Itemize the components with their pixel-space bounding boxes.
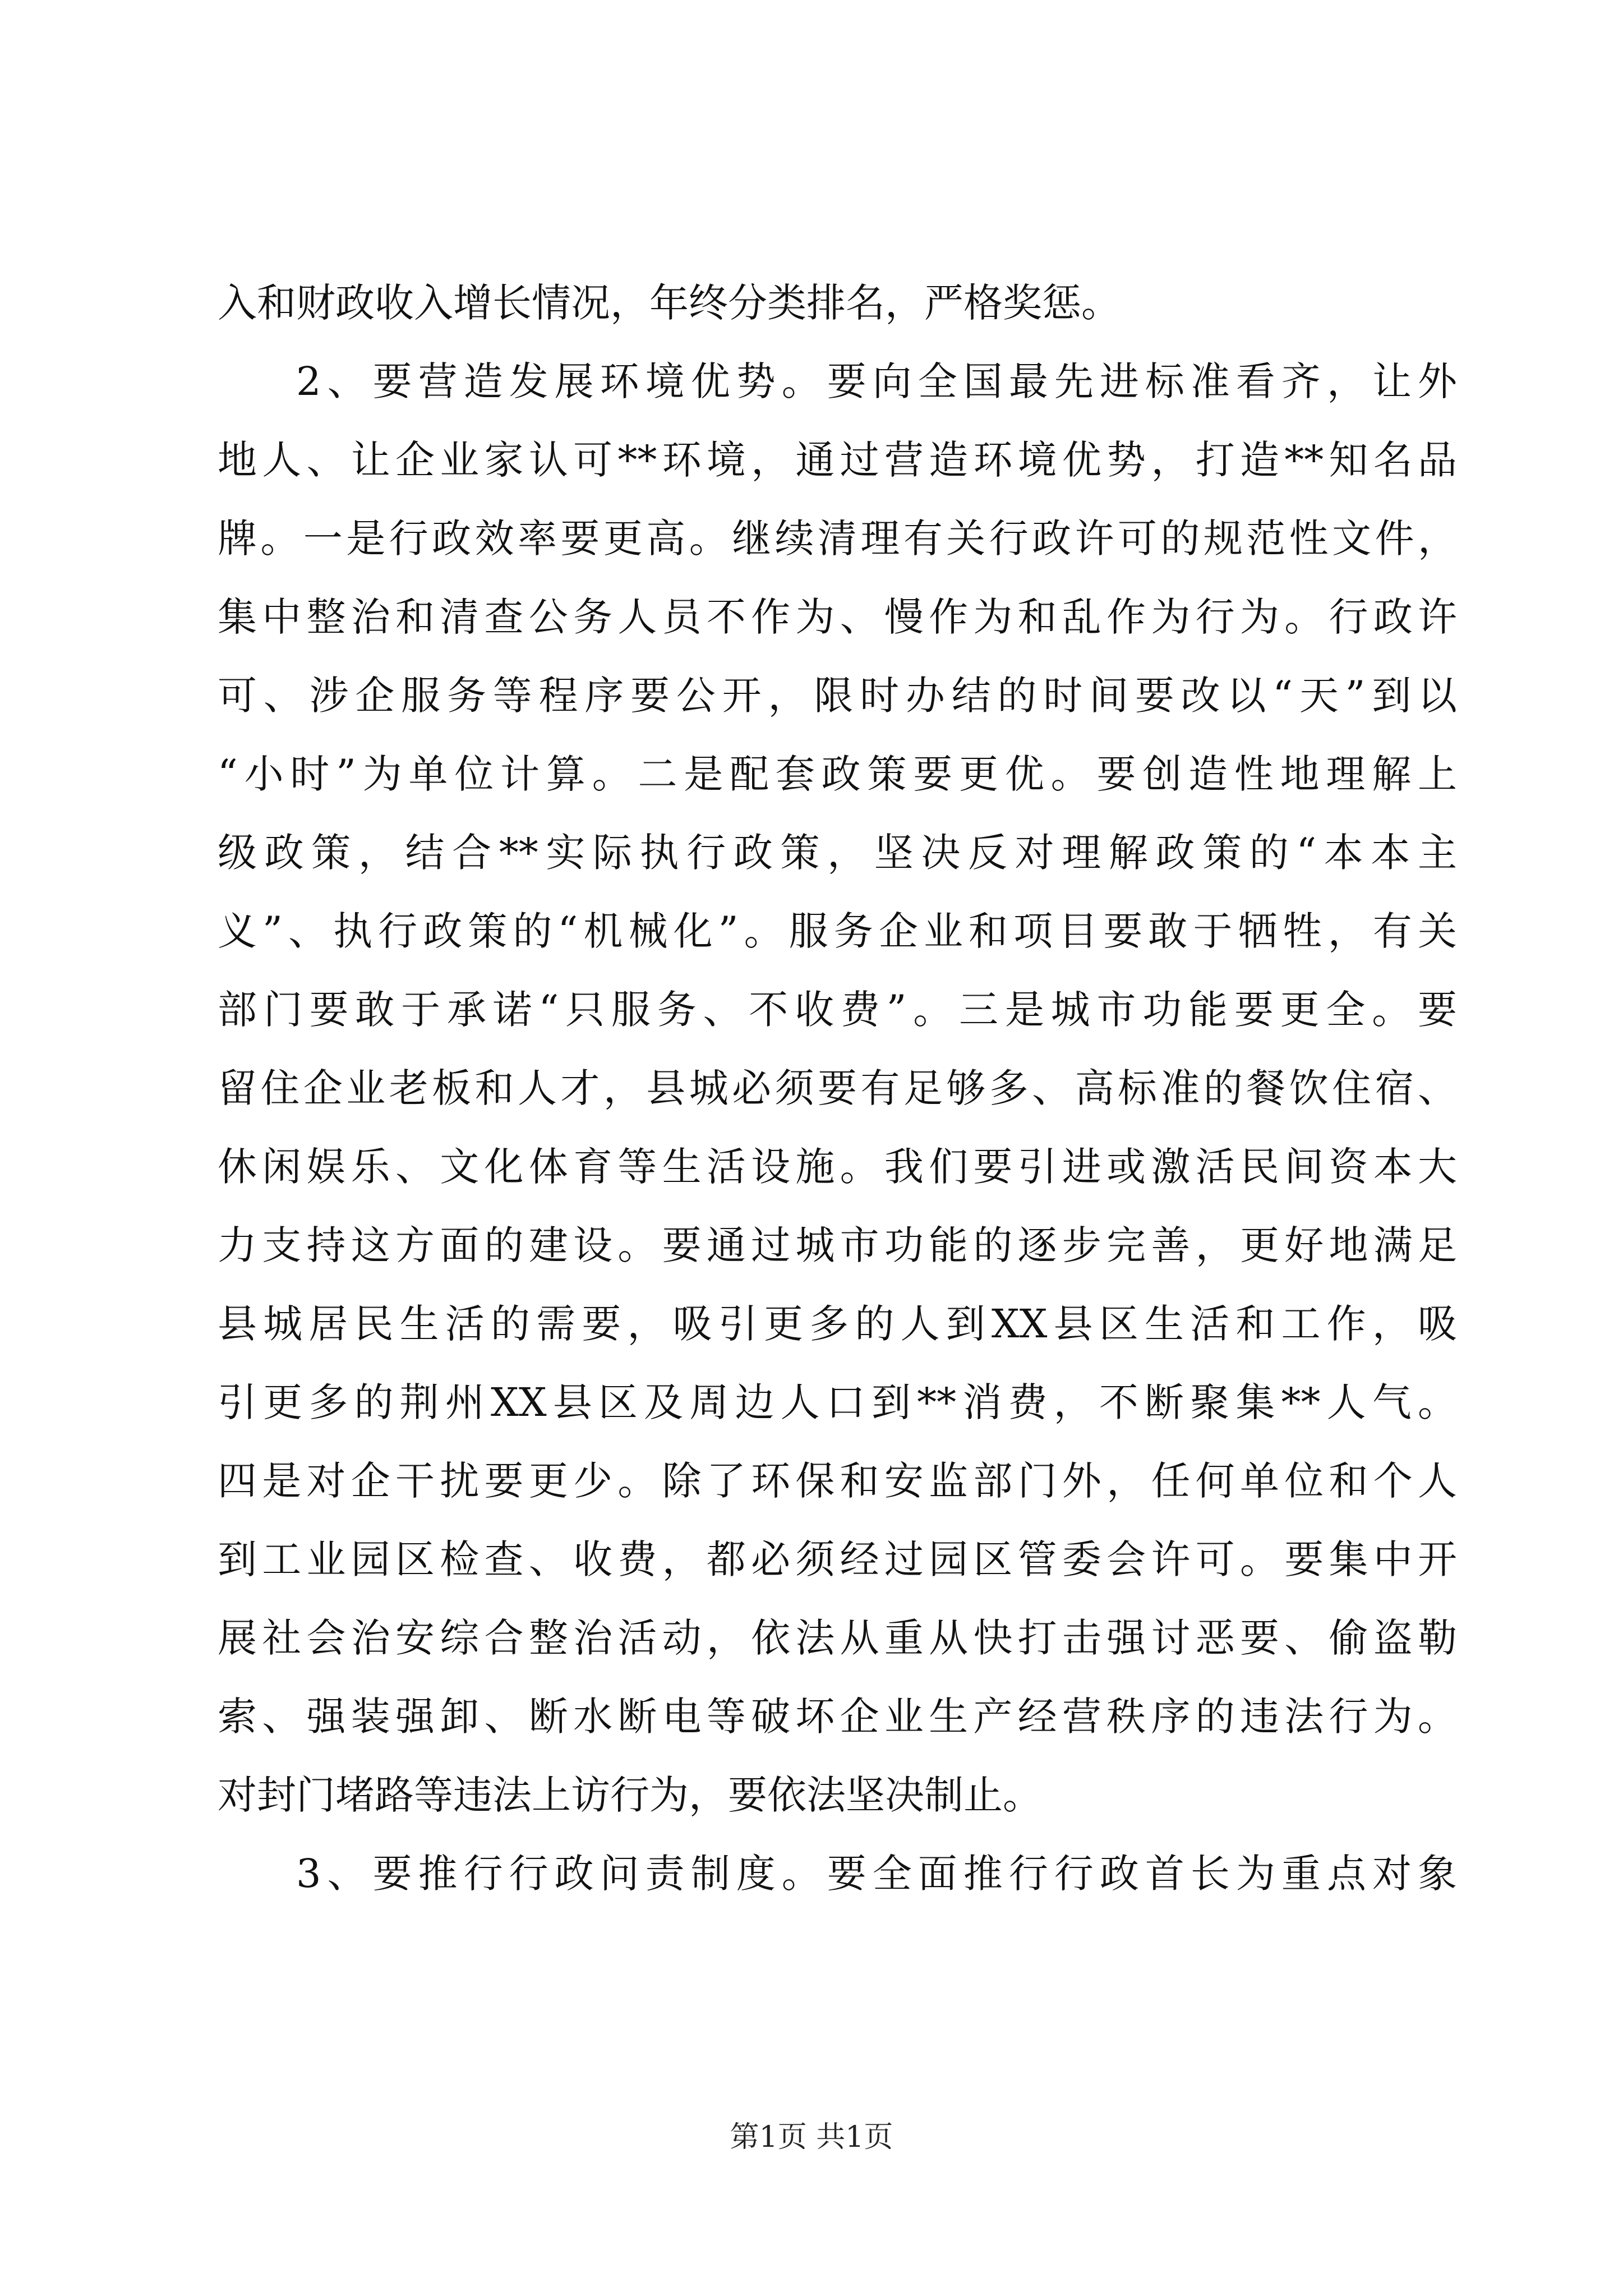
text-line-14: 县城居民生活的需要，吸引更多的人到XX县区生活和工作，吸 (218, 1301, 1457, 1347)
text-line-19: 索、强装强卸、断水断电等破坏企业生产经营秩序的违法行为。 (218, 1694, 1457, 1740)
text-line-3: 地人、让企业家认可**环境，通过营造环境优势，打造**知名品 (218, 437, 1457, 483)
text-line-6: 可、涉企服务等程序要公开，限时办结的时间要改以“天”到以 (218, 673, 1457, 719)
text-line-13: 力支持这方面的建设。要通过城市功能的逐步完善，更好地满足 (218, 1222, 1457, 1268)
text-line-20: 对封门堵路等违法上访行为，要依法坚决制止。 (218, 1772, 1042, 1818)
page-footer: 第1页 共1页 (730, 2120, 893, 2154)
text-line-2: 2、要营造发展环境优势。要向全国最先进标准看齐，让外 (296, 358, 1457, 404)
text-line-16: 四是对企干扰要更少。除了环保和安监部门外，任何单位和个人 (218, 1458, 1457, 1504)
text-line-1: 入和财政收入增长情况，年终分类排名，严格奖惩。 (218, 280, 1121, 326)
text-line-17: 到工业园区检查、收费，都必须经过园区管委会许可。要集中开 (218, 1536, 1457, 1582)
text-line-21: 3、要推行行政问责制度。要全面推行行政首长为重点对象 (296, 1851, 1457, 1897)
text-line-7: “小时”为单位计算。二是配套政策要更优。要创造性地理解上 (218, 751, 1457, 797)
text-line-11: 留住企业老板和人才，县城必须要有足够多、高标准的餐饮住宿、 (218, 1065, 1457, 1111)
text-line-12: 休闲娱乐、文化体育等生活设施。我们要引进或激活民间资本大 (218, 1144, 1457, 1190)
text-line-4: 牌。一是行政效率要更高。继续清理有关行政许可的规范性文件， (218, 516, 1457, 562)
text-line-8: 级政策，结合**实际执行政策，坚决反对理解政策的“本本主 (218, 830, 1457, 876)
text-line-9: 义”、执行政策的“机械化”。服务企业和项目要敢于牺牲，有关 (218, 908, 1457, 954)
text-line-5: 集中整治和清查公务人员不作为、慢作为和乱作为行为。行政许 (218, 594, 1457, 640)
text-line-18: 展社会治安综合整治活动，依法从重从快打击强讨恶要、偷盗勒 (218, 1615, 1457, 1661)
text-line-15: 引更多的荆州XX县区及周边人口到**消费，不断聚集**人气。 (218, 1379, 1457, 1425)
text-line-10: 部门要敢于承诺“只服务、不收费”。三是城市功能要更全。要 (218, 987, 1457, 1033)
